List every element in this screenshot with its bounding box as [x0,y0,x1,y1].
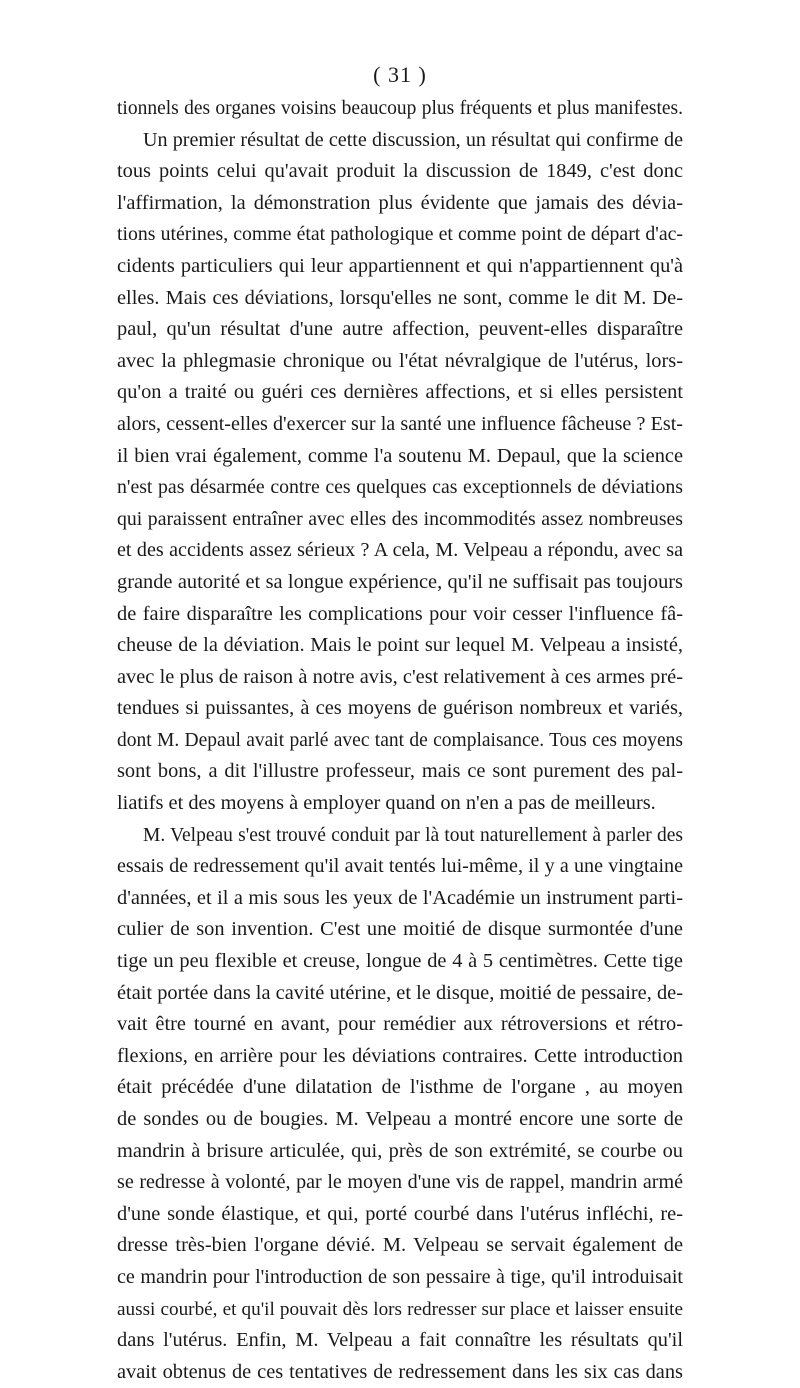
text-line: Un premier résultat de cette discussion, un résultat qui confirme de [143,128,683,151]
text-line: l'affirmation, la démonstration plus évidente que jamais des dévia- [117,191,683,214]
text-line: avec la phlegmasie chronique ou l'état névralgique de l'utérus, lors- [117,349,683,372]
text-line: était portée dans la cavité utérine, et le disque, moitié de pessaire, de- [117,981,683,1004]
text-line: dresse très-bien l'organe dévié. M. Velpeau se servait également de [117,1234,683,1257]
text-line: de sondes ou de bougies. M. Velpeau a montré encore une sorte de [117,1108,683,1130]
text-line: n'est pas désarmée contre ces quelques cas exceptionnels de déviations [117,476,683,499]
text-line: de faire disparaître les complications pour voir cesser l'influence fâ- [117,602,683,625]
text-line: qui paraissent entraîner avec elles des incommodités assez nombreuses [117,507,683,530]
text-line: cidents particuliers qui leur appartiennent et qui n'appartiennent qu'à [117,254,683,277]
text-line: cheuse de la déviation. Mais le point sur lequel M. Velpeau a insisté, [117,634,683,657]
body-text [117,93,683,1388]
text-line: ce mandrin pour l'introduction de son pessaire à tige, qu'il introduisait [117,1265,683,1288]
text-line: liatifs et des moyens à employer quand on n'en a pas de meilleurs. [117,792,656,815]
text-line: tendues si puissantes, à ces moyens de guérison nombreux et variés, [117,697,683,720]
text-line: qu'on a traité ou guéri ces dernières affections, et si elles persistent [117,381,683,404]
text-line: aussi courbé, et qu'il pouvait dès lors redresser sur place et laisser ensuite [117,1298,683,1320]
text-line: dont M. Depaul avait parlé avec tant de complaisance. Tous ces moyens [117,729,683,751]
text-line: d'une sonde élastique, et qui, porté courbé dans l'utérus infléchi, re- [117,1202,683,1225]
text-line: et des accidents assez sérieux ? A cela, M. Velpeau a répondu, avec sa [117,539,683,562]
text-line: d'années, et il a mis sous les yeux de l'Académie un instrument parti- [117,886,683,909]
text-line: avait obtenus de ces tentatives de redressement dans les six cas dans [117,1360,683,1383]
text-line: tige un peu flexible et creuse, longue de 4 à 5 centimètres. Cette tige [117,950,683,973]
text-line: paul, qu'un résultat d'une autre affection, peuvent-elles disparaître [117,318,683,341]
text-line: était précédée d'une dilatation de l'isthme de l'organe , au moyen [117,1076,683,1099]
text-line: mandrin à brisure articulée, qui, près de son extrémité, se courbe ou [117,1139,683,1162]
text-line: culier de son invention. C'est une moitié de disque surmontée d'une [117,918,683,941]
text-line: essais de redressement qu'il avait tentés lui-même, il y a une vingtaine [117,855,683,878]
text-line: elles. Mais ces déviations, lorsqu'elles ne sont, comme le dit M. De- [117,286,683,309]
text-line: tionnels des organes voisins beaucoup plus fréquents et plus manifestes. [117,98,683,119]
text-line: grande autorité et sa longue expérience, qu'il ne suffisait pas toujours [117,570,683,593]
text-line: tous points celui qu'avait produit la discussion de 1849, c'est donc [117,160,683,183]
text-line: il bien vrai également, comme l'a soutenu M. Depaul, que la science [117,444,683,467]
page-number: ( 31 ) [373,62,427,87]
text-line: vait être tourné en avant, pour remédier aux rétroversions et rétro- [117,1013,683,1036]
text-line: alors, cessent-elles d'exercer sur la santé une influence fâcheuse ? Est- [117,412,683,435]
text-line: tions utérines, comme état pathologique et comme point de départ d'ac- [117,223,683,246]
text-line: sont bons, a dit l'illustre professeur, mais ce sont purement des pal- [117,760,683,783]
text-line: M. Velpeau s'est trouvé conduit par là tout naturellement à parler des [143,824,683,846]
text-line: flexions, en arrière pour les déviations contraires. Cette introduction [117,1044,683,1067]
text-line: dans l'utérus. Enfin, M. Velpeau a fait connaître les résultats qu'il [117,1329,683,1352]
text-line: avec le plus de raison à notre avis, c'est relativement à ces armes pré- [117,665,683,688]
text-line: se redresse à volonté, par le moyen d'une vis de rappel, mandrin armé [117,1171,683,1194]
